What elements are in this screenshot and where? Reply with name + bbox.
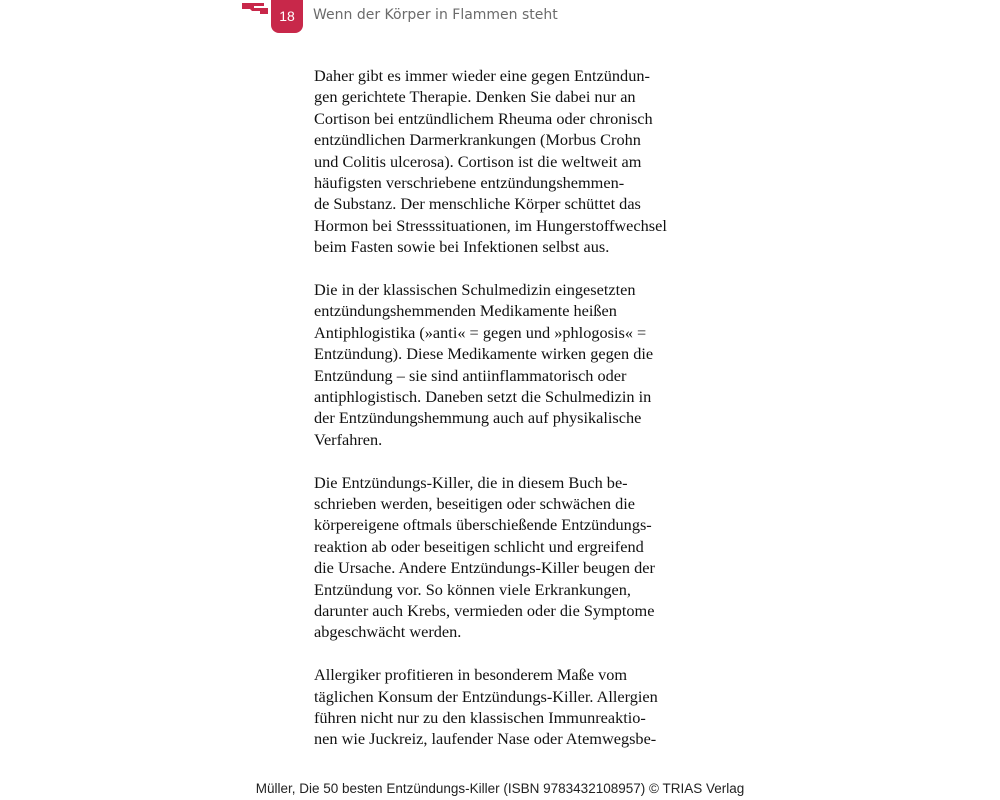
text-line: Hormon bei Stresssituationen, im Hungerstoffwechsel: [314, 215, 667, 235]
text-line: gen gerichtete Therapie. Denken Sie dabei nur an: [314, 87, 636, 107]
page-header: [240, 0, 940, 36]
text-line: Entzündung). Diese Medikamente wirken gegen die: [314, 344, 654, 364]
text-line: schrieben werden, beseitigen oder schwächen die: [314, 494, 635, 514]
running-head: Wenn der Körper in Flammen steht: [313, 7, 558, 23]
paragraph: [314, 279, 734, 450]
paragraph: [314, 65, 734, 258]
body-text: [314, 65, 734, 771]
text-line: führen nicht nur zu den klassischen Immunreaktio-: [314, 708, 646, 728]
text-line: abgeschwächt werden.: [314, 622, 462, 642]
text-line: die Ursache. Andere Entzündungs-Killer beugen der: [314, 558, 655, 578]
footer-citation: Müller, Die 50 besten Entzündungs-Killer (ISBN 9783432108957) © TRIAS Verlag: [255, 781, 745, 796]
text-line: Verfahren.: [314, 429, 383, 449]
text-line: darunter auch Krebs, vermieden oder die Symptome: [314, 600, 655, 620]
text-line: entzündlichen Darmerkrankungen (Morbus Crohn: [314, 130, 641, 150]
text-line: der Entzündungshemmung auch auf physikalische: [314, 408, 642, 428]
text-line: Die in der klassischen Schulmedizin eingesetzten: [314, 280, 636, 300]
text-line: täglichen Konsum der Entzündungs-Killer. Allergien: [314, 686, 658, 706]
text-line: de Substanz. Der menschliche Körper schüttet das: [314, 194, 641, 214]
text-line: Entzündung – sie sind antiinflammatorisch oder: [314, 365, 627, 385]
text-line: Die Entzündungs-Killer, die in diesem Buch be-: [314, 472, 628, 492]
text-line: Cortison bei entzündlichem Rheuma oder chronisch: [314, 108, 653, 128]
text-line: Allergiker profitieren in besonderem Maße vom: [314, 665, 628, 685]
paragraph: [314, 472, 734, 643]
text-line: reaktion ab oder beseitigen schlicht und ergreifend: [314, 536, 644, 556]
text-line: Entzündung vor. So können viele Erkrankungen,: [314, 579, 631, 599]
text-line: Antiphlogistika (»anti« = gegen und »phlogosis« =: [314, 322, 647, 342]
paragraph: [314, 664, 734, 750]
text-line: nen wie Juckreiz, laufender Nase oder Atemwegsbe-: [314, 729, 657, 749]
page-number-badge: 18: [271, 0, 303, 33]
text-line: und Colitis ulcerosa). Cortison ist die weltweit am: [314, 151, 642, 171]
text-line: häufigsten verschriebene entzündungshemmen-: [314, 172, 625, 192]
text-line: körpereigene oftmals überschießende Entzündungs-: [314, 515, 652, 535]
text-line: beim Fasten sowie bei Infektionen selbst aus.: [314, 237, 610, 257]
text-line: Daher gibt es immer wieder eine gegen Entzündun-: [314, 66, 650, 85]
text-line: entzündungshemmenden Medikamente heißen: [314, 301, 617, 321]
text-line: antiphlogistisch. Daneben setzt die Schulmedizin in: [314, 386, 652, 406]
